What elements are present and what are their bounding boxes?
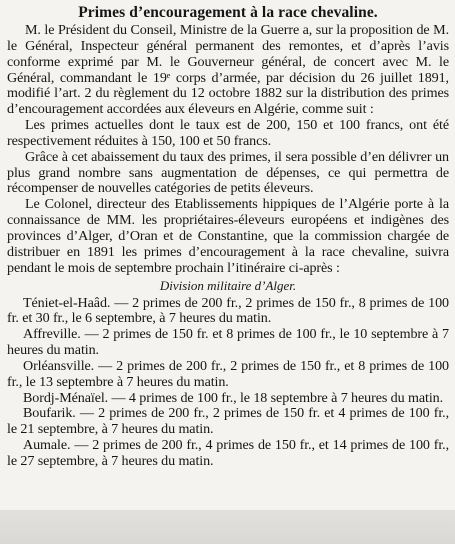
intro-paragraph: M. le Président du Conseil, Ministre de la Guerre a, sur la proposition de M. le Général, Inspecteur général permanent des remontes, et d’après l’avis conforme exprimé par M. le Gouverneur général, de concert avec M. le Général, commandant le 19ᵉ corps d’armée, par décision du 26 juillet 1891, modifié l’art. 2 du règlement du 12 octobre 1882 sur la distribution des primes d’encouragement accordées aux éleveurs en Algérie, comme suit : xyxy=(7,22,449,118)
explanation-paragraph: Grâce à cet abaissement du taux des primes, il sera possible d’en délivrer un plus grand nombre sans augmentation de dépenses, ce qui permettra de récompenser de nouvelles catégories de petits éleveurs. xyxy=(7,148,449,197)
notice-paragraph: Le Colonel, directeur des Etablissements hippiques de l’Algérie porte à la connaissance de MM. les propriétaires-éleveurs européens et indigènes des provinces d’Alger, d’Oran et de Constantine, que la commission chargée de distribuer en 1891 les primes d’encouragement à la race chevaline, suivra pendant le mois de septembre prochain l’itinéraire ci-après : xyxy=(7,196,449,276)
bottom-highlight-band xyxy=(0,510,455,544)
itinerary-entry-boufarik: Boufarik. — 2 primes de 200 fr., 2 primes de 150 fr. et 4 primes de 100 fr., le 21 septembre, à 7 heures du matin. xyxy=(7,405,449,438)
itinerary-entry-affreville: Affreville. — 2 primes de 150 fr. et 8 primes de 100 fr., le 10 septembre à 7 heures du matin. xyxy=(7,326,449,359)
itinerary-entry-bordj-menaiel: Bordj-Ménaïel. — 4 primes de 100 fr., le 18 septembre à 7 heures du matin. xyxy=(23,389,444,406)
itinerary-entry-aumale: Aumale. — 2 primes de 200 fr., 4 primes de 150 fr., et 14 primes de 100 fr., le 27 septembre, à 7 heures du matin. xyxy=(7,437,449,469)
article-title: Primes d’encouragement à la race chevaline. xyxy=(78,4,378,21)
division-heading: Division militaire d’Alger. xyxy=(159,277,297,293)
itinerary-entry-teniet-el-haad: Téniet-el-Haâd. — 2 primes de 200 fr., 2 primes de 150 fr., 8 primes de 100 fr. et 30 fr., le 6 septembre, à 7 heures du matin. xyxy=(7,294,449,327)
itinerary-entry-orleansville: Orléansville. — 2 primes de 200 fr., 2 primes de 150 fr., et 8 primes de 100 fr., le 13 septembre à 7 heures du matin. xyxy=(7,357,449,390)
premium-rates-paragraph: Les primes actuelles dont le taux est de 200, 150 et 100 francs, ont été respectivement réduites à 150, 100 et 50 francs. xyxy=(7,117,449,149)
